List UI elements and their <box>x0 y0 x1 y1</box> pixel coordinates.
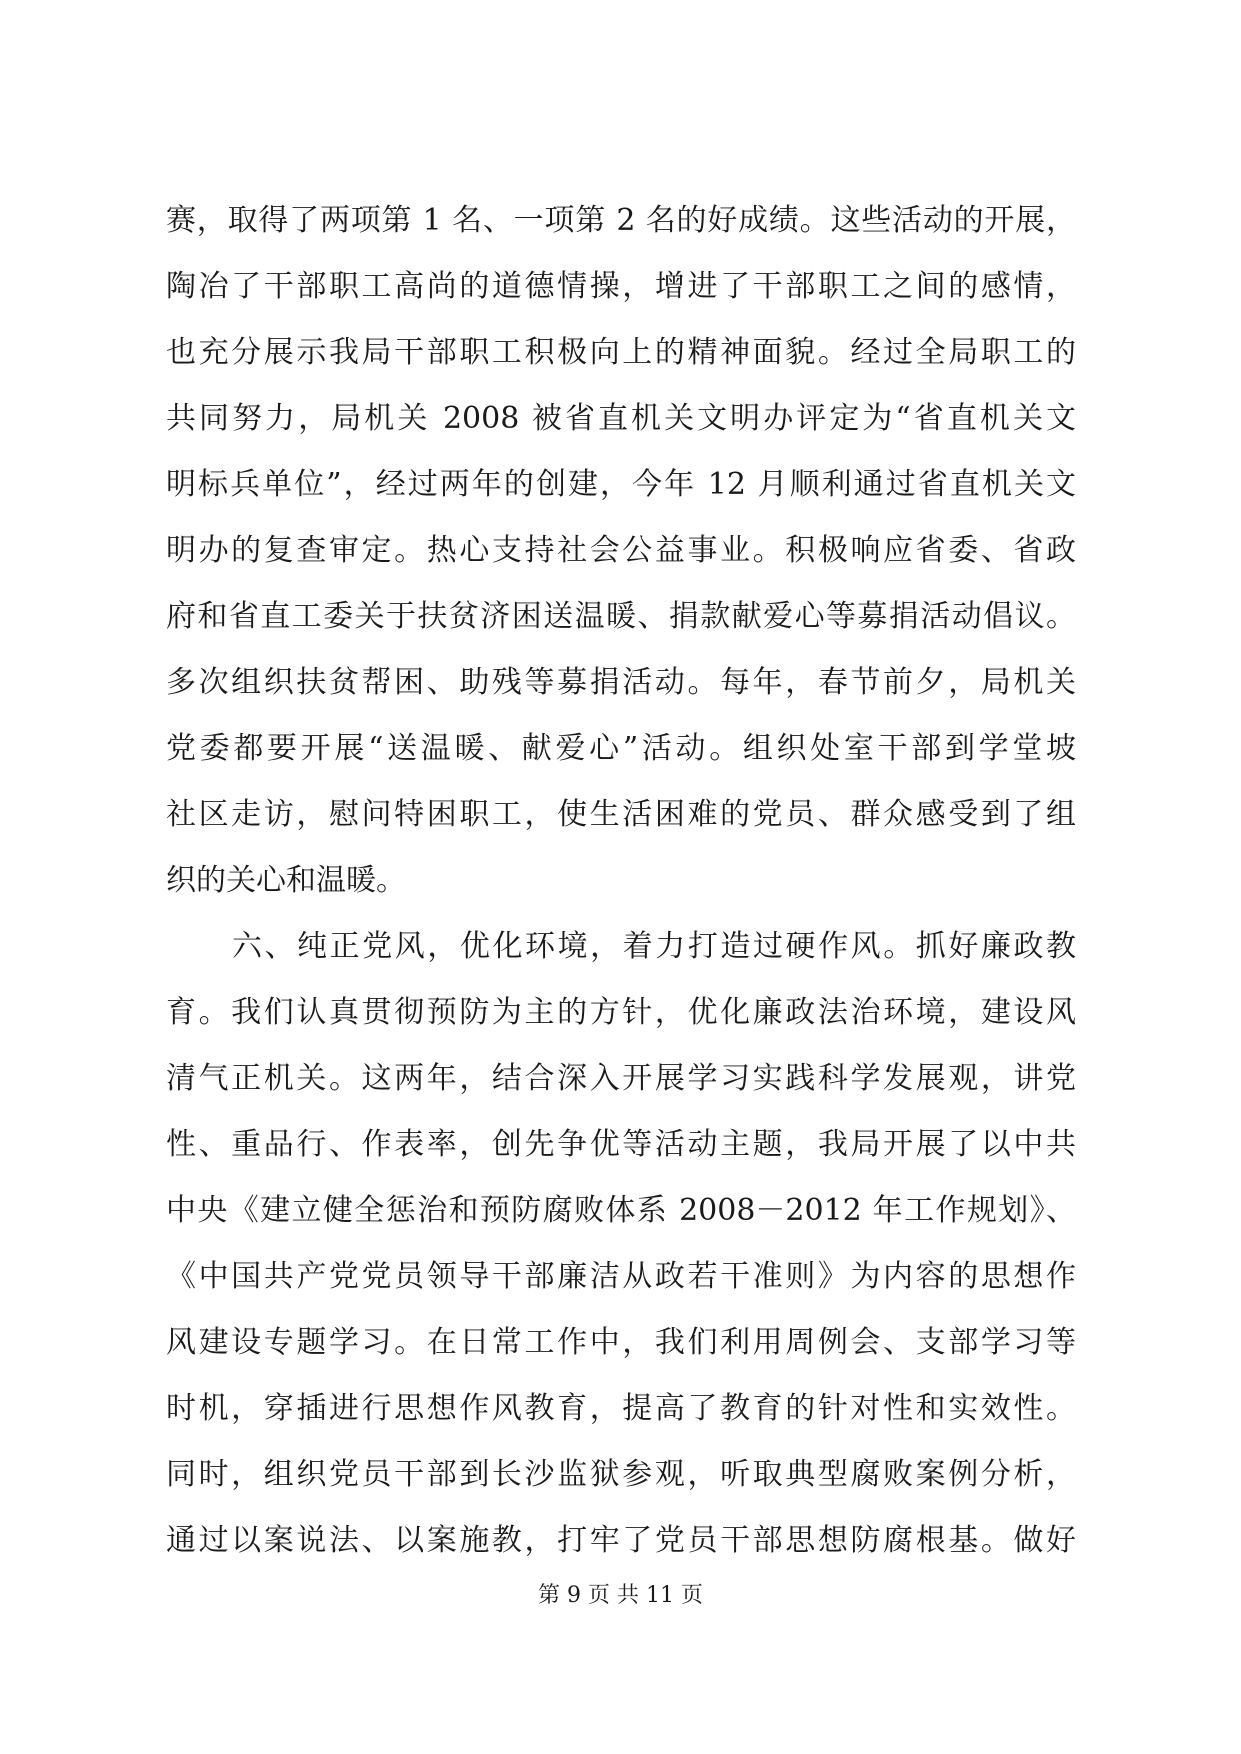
text-line: 通过以案说法、以案施教，打牢了党员干部思想防腐根基。做好 <box>166 1523 1076 1558</box>
text-line: 明标兵单位”，经过两年的创建，今年 12 月顺利通过省直机关文 <box>166 467 1076 502</box>
page-number-footer: 第 9 页 共 11 页 <box>538 1583 703 1608</box>
text-line: 明办的复查审定。热心支持社会公益事业。积极响应省委、省政 <box>166 533 1076 568</box>
text-line: 赛，取得了两项第 1 名、一项第 2 名的好成绩。这些活动的开展， <box>166 203 1076 238</box>
paragraph-first-line: 六、纯正党风，优化环境，着力打造过硬作风。抓好廉政教 <box>232 929 1076 964</box>
text-line: 时机，穿插进行思想作风教育，提高了教育的针对性和实效性。 <box>166 1391 1076 1426</box>
text-line: 共同努力，局机关 2008 被省直机关文明办评定为“省直机关文 <box>166 401 1076 436</box>
text-line: 织的关心和温暖。 <box>166 863 406 898</box>
text-line: 社区走访，慰问特困职工，使生活困难的党员、群众感受到了组 <box>166 797 1076 832</box>
text-line: 党委都要开展“送温暖、献爱心”活动。组织处室干部到学堂坡 <box>166 731 1076 766</box>
text-line: 风建设专题学习。在日常工作中，我们利用周例会、支部学习等 <box>166 1325 1076 1360</box>
text-line: 多次组织扶贫帮困、助残等募捐活动。每年，春节前夕，局机关 <box>166 665 1076 700</box>
text-line: 府和省直工委关于扶贫济困送温暖、捐款献爱心等募捐活动倡议。 <box>166 599 1076 634</box>
document-body <box>166 188 1076 1574</box>
text-line: 《中国共产党党员领导干部廉洁从政若干准则》为内容的思想作 <box>166 1259 1076 1294</box>
text-line: 清气正机关。这两年，结合深入开展学习实践科学发展观，讲党 <box>166 1061 1076 1096</box>
text-line: 陶冶了干部职工高尚的道德情操，增进了干部职工之间的感情， <box>166 269 1076 304</box>
text-line: 育。我们认真贯彻预防为主的方针，优化廉政法治环境，建设风 <box>166 995 1076 1030</box>
text-line: 性、重品行、作表率，创先争优等活动主题，我局开展了以中共 <box>166 1127 1076 1162</box>
text-line: 同时，组织党员干部到长沙监狱参观，听取典型腐败案例分析， <box>166 1457 1076 1492</box>
text-line: 中央《建立健全惩治和预防腐败体系 2008－2012 年工作规划》、 <box>166 1193 1076 1228</box>
text-line: 也充分展示我局干部职工积极向上的精神面貌。经过全局职工的 <box>166 335 1076 370</box>
